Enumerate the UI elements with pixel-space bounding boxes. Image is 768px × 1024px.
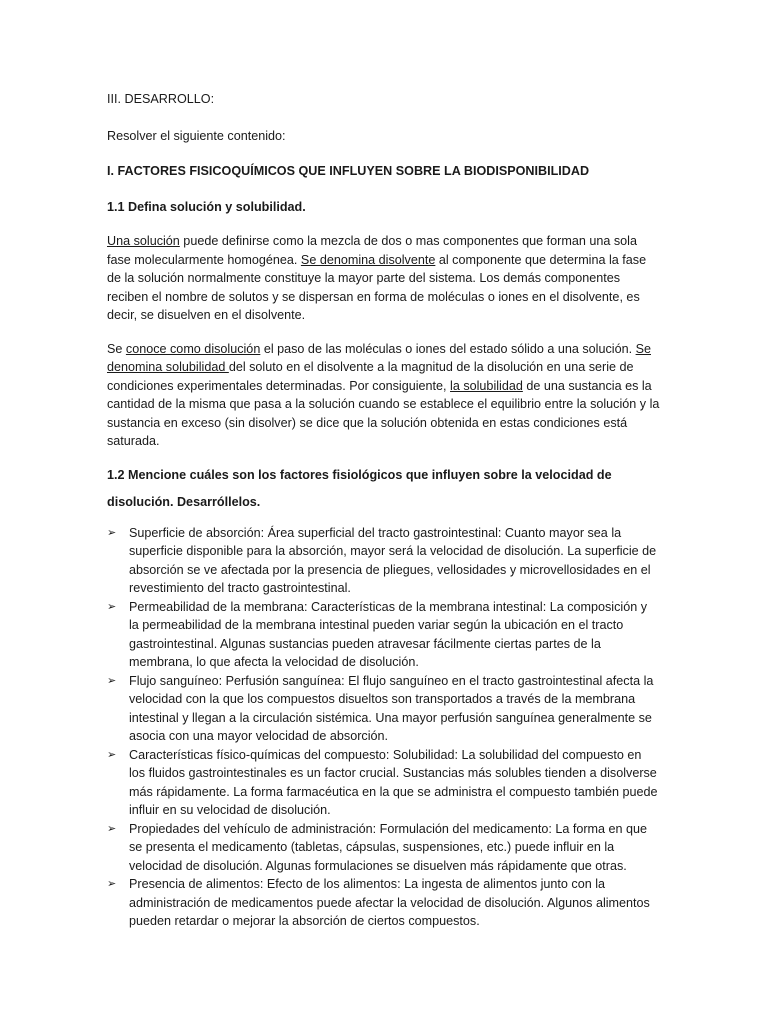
solubility-definition-paragraph <box>107 340 660 451</box>
factors-list <box>107 524 660 931</box>
question-1-2-title-line-2: disolución. Desarróllelos. <box>107 495 261 509</box>
list-item <box>107 875 660 931</box>
list-item <box>107 746 660 820</box>
list-item <box>107 820 660 876</box>
arrow-bullet-icon: ➢ <box>107 821 117 835</box>
list-item-text: Presencia de alimentos: Efecto de los alimentos: La ingesta de alimentos junto con la administración de medicamentos puede afectar la velocidad de disolución. Algunos alimentos pueden retardar o mejorar la absorción de ciertos compuestos. <box>129 877 650 928</box>
text-segment: el paso de las moléculas o iones del estado sólido a una solución. <box>260 341 636 356</box>
list-item-text: Superficie de absorción: Área superficial del tracto gastrointestinal: Cuanto mayor sea la superficie disponible para la absorción, mayor será la velocidad de disolución. La superficie de absorción se ve afectada por la presencia de pliegues, vellosidades y microvellosidades en el revestimiento del tracto gastrointestinal. <box>129 525 657 595</box>
arrow-bullet-icon: ➢ <box>107 673 117 687</box>
list-item <box>107 672 660 746</box>
arrow-bullet-icon: ➢ <box>107 525 117 539</box>
list-item-text: Características físico-químicas del compuesto: Solubilidad: La solubilidad del compuesto en los fluidos gastrointestinales es un factor crucial. Sustancias más solubles tienden a disolverse más rápidamente. La forma farmacéutica en la que se administra el compuesto también puede influir en su velocidad de disolución. <box>129 747 658 817</box>
term-solubilidad: Se denomina solubilidad <box>107 341 651 374</box>
list-item-text: Propiedades del vehículo de administración: Formulación del medicamento: La forma en que se presenta el medicamento (tabletas, cápsulas, suspensiones, etc.) puede influir en la velocidad de disolución. Algunas formulaciones se disuelven más rápidamente que otras. <box>129 821 648 873</box>
text-segment: Se <box>107 341 126 356</box>
instruction-text: Resolver el siguiente contenido: <box>107 128 286 143</box>
term-disolvente: Se denomina disolvente <box>300 252 436 267</box>
document-body <box>107 90 660 931</box>
list-item <box>107 598 660 672</box>
list-item-text: Permeabilidad de la membrana: Características de la membrana intestinal: La composición y la permeabilidad de la membrana intestinal pueden variar según la ubicación en el tracto gastrointestinal. Algunas sustancias pueden atravesar fácilmente ciertas partes de la membrana, lo que afecta la velocidad de disolución. <box>129 599 647 669</box>
arrow-bullet-icon: ➢ <box>107 877 117 890</box>
solution-definition-paragraph <box>107 232 660 325</box>
text-segment: del soluto en el disolvente a la magnitud de la disolución en una serie de condiciones experimentales determinadas. Por consiguiente, <box>107 360 634 393</box>
term-la-solubilidad: la solubilidad <box>450 378 523 393</box>
part-title: I. FACTORES FISICOQUÍMICOS QUE INFLUYEN SOBRE LA BIODISPONIBILIDAD <box>107 164 590 178</box>
arrow-bullet-icon: ➢ <box>107 599 117 613</box>
text-segment: de una sustancia es la cantidad de la misma que pasa a la solución cuando se establece el equilibrio entre la solución y la sustancia en exceso (sin disolver) se dice que la solución obtenida en estas condiciones está saturada. <box>107 378 660 448</box>
question-1-1-title: 1.1 Defina solución y solubilidad. <box>107 199 306 214</box>
list-item-text: Flujo sanguíneo: Perfusión sanguínea: El flujo sanguíneo en el tracto gastrointestinal afecta la velocidad con la que los compuestos disueltos son transportados a través de la membrana intestinal y llegan a la circulación sistémica. Una mayor perfusión sanguínea generalmente se asocia con una mayor velocidad de absorción. <box>129 673 654 743</box>
question-1-2-title-line-1: 1.2 Mencione cuáles son los factores fisiológicos que influyen sobre la velocidad de <box>107 467 612 482</box>
term-disolucion: conoce como disolución <box>125 341 261 356</box>
section-heading: III. DESARROLLO: <box>107 92 215 106</box>
arrow-bullet-icon: ➢ <box>107 747 117 761</box>
term-una-solucion: Una solución <box>107 234 180 248</box>
list-item <box>107 524 660 598</box>
text-segment: puede definirse como la mezcla de dos o mas componentes que forman una sola fase molecularmente homogénea. <box>107 234 637 267</box>
text-segment: al componente que determina la fase de la solución normalmente constituye la mayor parte del sistema. Los demás componentes reciben el nombre de solutos y se dispersan en forma de moléculas o iones en el disolvente, es decir, se disuelven en el disolvente. <box>107 252 647 322</box>
